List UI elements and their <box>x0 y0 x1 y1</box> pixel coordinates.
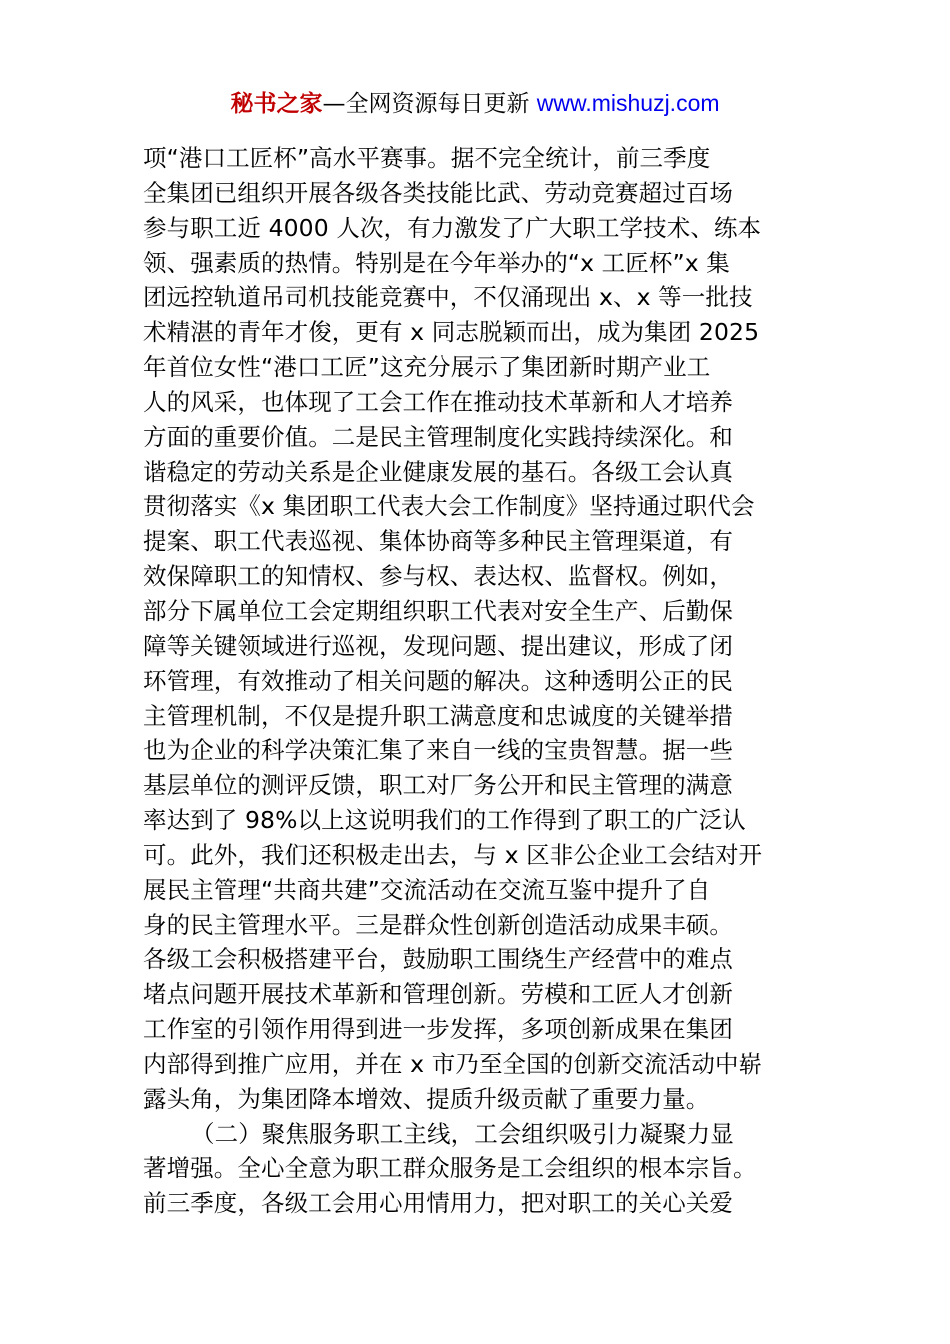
text-line: 堵点问题开展技术革新和管理创新。劳模和工匠人才创新 <box>143 980 733 1009</box>
text-line: 团远控轨道吊司机技能竞赛中，不仅涌现出 x、x 等一批技 <box>143 283 753 312</box>
text-line: 效保障职工的知情权、参与权、表达权、监督权。例如， <box>143 562 733 591</box>
text-line: 身的民主管理水平。三是群众性创新创造活动成果丰硕。 <box>143 910 733 939</box>
text-line: 领、强素质的热情。特别是在今年举办的“x 工匠杯”x 集 <box>143 248 730 277</box>
text-line: 著增强。全心全意为职工群众服务是工会组织的根本宗旨。 <box>143 1154 757 1183</box>
text-line: 可。此外，我们还积极走出去，与 x 区非公企业工会结对开 <box>143 840 763 869</box>
text-line: 内部得到推广应用，并在 x 市乃至全国的创新交流活动中崭 <box>143 1049 763 1078</box>
text-line: 项“港口工匠杯”高水平赛事。据不完全统计，前三季度 <box>143 144 711 172</box>
text-line: 障等关键领域进行巡视，发现问题、提出建议，形成了闭 <box>143 631 733 660</box>
section-heading-line: （二）聚焦服务职工主线，工会组织吸引力凝聚力显 <box>191 1119 734 1148</box>
header-tagline: —全网资源每日更新 <box>322 91 530 117</box>
text-line: 前三季度，各级工会用心用情用力，把对职工的关心关爱 <box>143 1189 733 1218</box>
text-line: 露头角，为集团降本增效、提质升级贡献了重要力量。 <box>143 1084 710 1113</box>
text-line: 工作室的引领作用得到进一步发挥，多项创新成果在集团 <box>143 1015 733 1044</box>
site-link[interactable]: www.mishuzj.com <box>536 90 720 116</box>
text-line: 部分下属单位工会定期组织职工代表对安全生产、后勤保 <box>143 596 733 625</box>
text-line: 也为企业的科学决策汇集了来自一线的宝贵智慧。据一些 <box>143 736 733 765</box>
text-line: 展民主管理“共商共建”交流活动在交流互鉴中提升了自 <box>143 875 711 904</box>
page-header <box>0 86 950 121</box>
text-line: 术精湛的青年才俊，更有 x 同志脱颖而出，成为集团 2025 <box>143 318 760 347</box>
text-line: 提案、职工代表巡视、集体协商等多种民主管理渠道，有 <box>143 527 733 556</box>
text-line: 年首位女性“港口工匠”这充分展示了集团新时期产业工 <box>143 353 711 382</box>
text-line: 人的风采，也体现了工会工作在推动技术革新和人才培养 <box>143 387 733 416</box>
brand-name: 秘书之家 <box>230 91 323 117</box>
text-line: 基层单位的测评反馈，职工对厂务公开和民主管理的满意 <box>143 771 733 800</box>
text-line: 主管理机制，不仅是提升职工满意度和忠诚度的关键举措 <box>143 701 733 730</box>
text-line: 率达到了 98%以上这说明我们的工作得到了职工的广泛认 <box>143 806 746 835</box>
text-line: 参与职工近 4000 人次，有力激发了广大职工学技术、练本 <box>143 213 762 242</box>
document-body <box>143 141 813 1221</box>
text-line: 各级工会积极搭建平台，鼓励职工围绕生产经营中的难点 <box>143 945 733 974</box>
text-line: 方面的重要价值。二是民主管理制度化实践持续深化。和 <box>143 422 733 451</box>
text-line: 贯彻落实《x 集团职工代表大会工作制度》坚持通过职代会 <box>143 492 755 521</box>
text-line: 谐稳定的劳动关系是企业健康发展的基石。各级工会认真 <box>143 457 733 486</box>
text-line: 环管理，有效推动了相关问题的解决。这种透明公正的民 <box>143 666 733 695</box>
text-line: 全集团已组织开展各级各类技能比武、劳动竞赛超过百场 <box>143 178 733 207</box>
